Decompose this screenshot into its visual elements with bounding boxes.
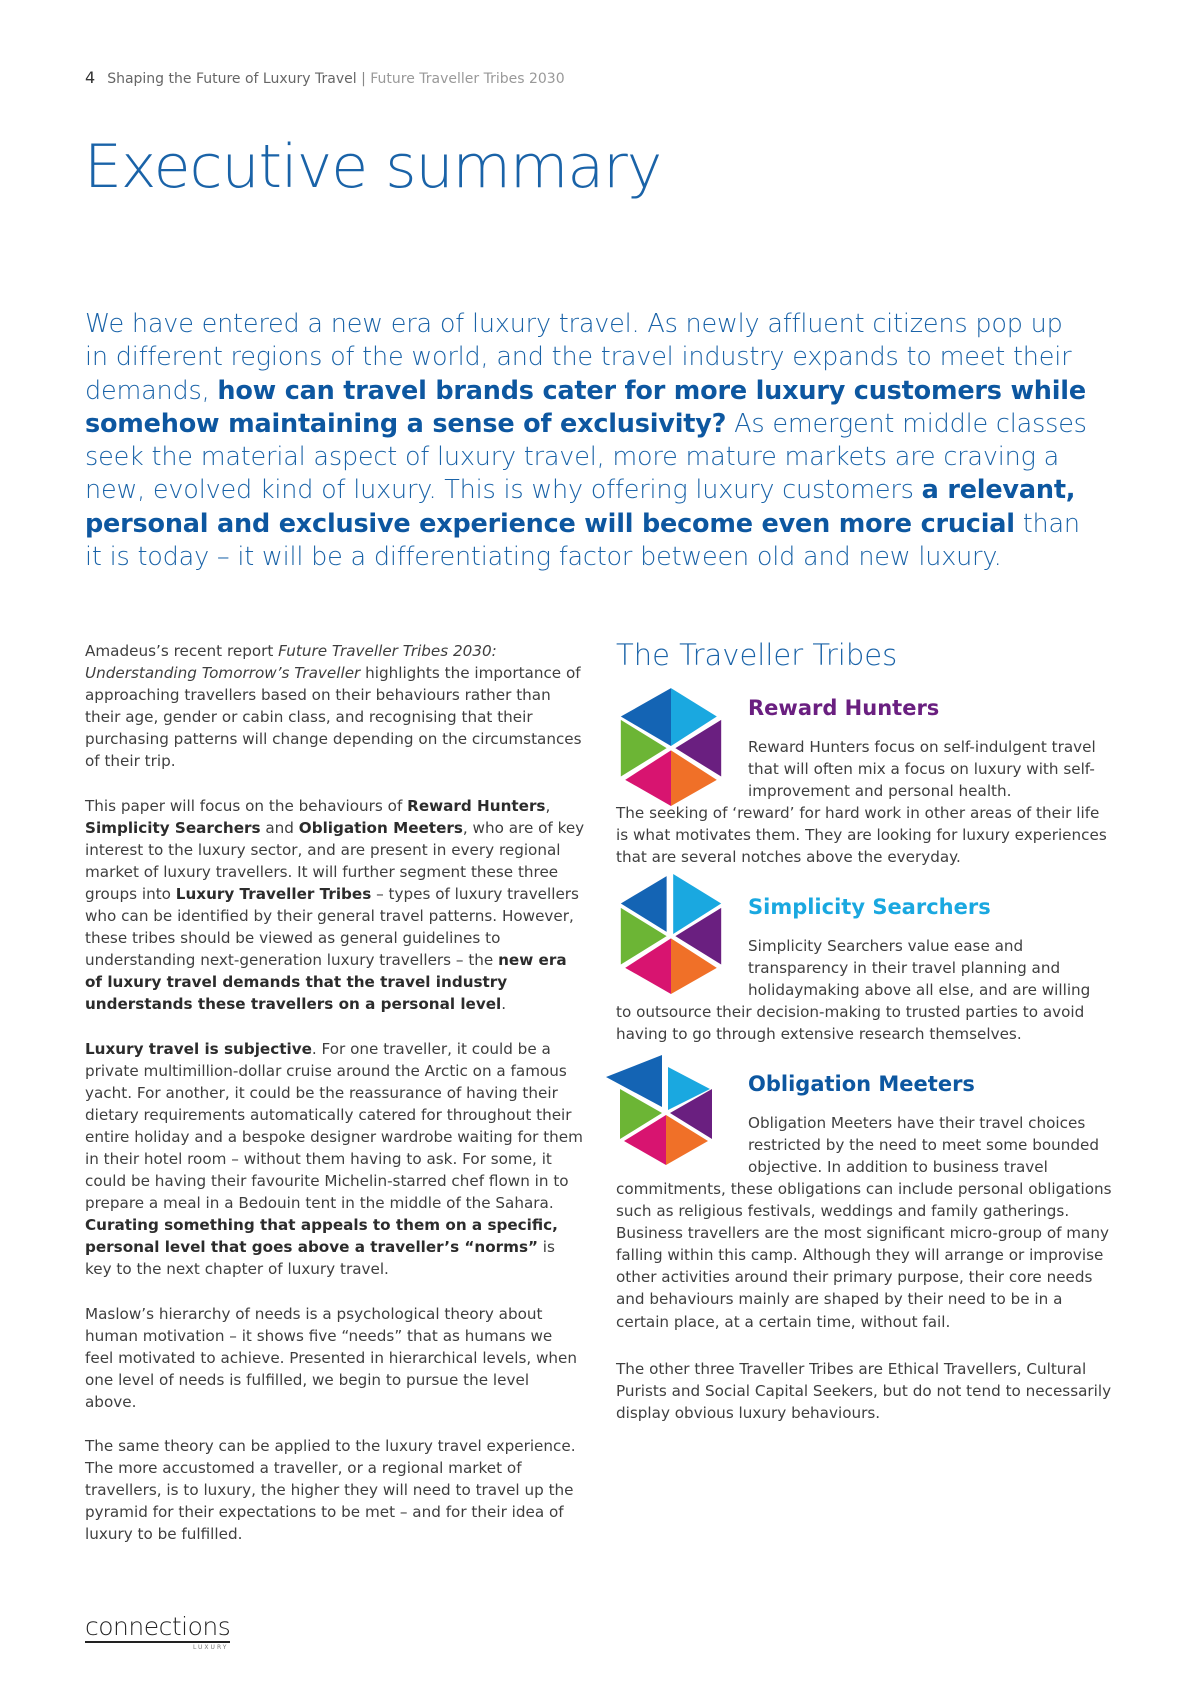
reward-hunters-text: Reward Hunters focus on self-indulgent travel that will often mix a focus on luxury with self-improvement and personal health. bbox=[748, 738, 1096, 801]
obligation-meeters-hex-icon bbox=[606, 1050, 716, 1170]
header-title: Shaping the Future of Luxury Travel bbox=[107, 71, 357, 87]
intro-text-2: As emergent middle classes seek the material aspect of luxury travel, more mature markets are craving a new, evolved kind of luxury. This is why offering luxury customers bbox=[85, 408, 1087, 506]
simplicity-searchers-hex-icon bbox=[616, 874, 726, 994]
running-header bbox=[85, 68, 565, 87]
bold-text: Reward Hunters bbox=[407, 796, 546, 815]
paragraph-report bbox=[85, 640, 585, 773]
page-number: 4 bbox=[85, 68, 96, 87]
connections-logo bbox=[85, 1612, 230, 1641]
paragraph-focus bbox=[85, 795, 585, 1016]
reward-hunters-hex-icon bbox=[616, 686, 726, 806]
logo-subtitle: LUXURY bbox=[193, 1644, 229, 1651]
intro-text-3: than it is today – it will be a differentiating factor between old and new luxury. bbox=[85, 508, 1080, 573]
intro-paragraph bbox=[85, 308, 1090, 574]
text: Amadeus’s recent report bbox=[85, 642, 279, 660]
text: highlights the importance of approaching travellers based on their behaviours rather than their age, gender or cabin class, and recognising that their purchasing patterns will change depending on the circumstances of their trip. bbox=[85, 664, 582, 771]
header-subtitle: Future Traveller Tribes 2030 bbox=[370, 71, 565, 87]
text: is key to the next chapter of luxury travel. bbox=[85, 1238, 555, 1279]
paragraph-maslow: Maslow’s hierarchy of needs is a psychological theory about human motivation – it shows five “needs” that as humans we feel motivated to achieve. Presented in hierarchical levels, when one level of needs is fulfilled, we begin to pursue the level above. bbox=[85, 1304, 578, 1411]
tribes-heading: The Traveller Tribes bbox=[616, 638, 898, 672]
bold-text: Obligation Meeters bbox=[298, 818, 463, 837]
reward-hunters-name: Reward Hunters bbox=[748, 696, 940, 720]
other-tribes-paragraph: The other three Traveller Tribes are Ethical Travellers, Cultural Purists and Social Capital Seekers, but do not tend to necessarily display obvious luxury behaviours. bbox=[616, 1360, 1112, 1423]
bold-text: Luxury travel is subjective bbox=[85, 1039, 312, 1058]
bold-text: Curating something that appeals to them on a specific, personal level that goes above a traveller’s “norms” bbox=[85, 1216, 558, 1257]
reward-hunters-text-cont: The seeking of ‘reward’ for hard work in other areas of their life is what motivates them. They are looking for luxury experiences that are several notches above the everyday. bbox=[616, 804, 1107, 867]
paragraph-subjective bbox=[85, 1038, 585, 1281]
text: , who are of key interest to the luxury sector, and are present in every regional market of luxury travellers. It will further segment these three groups into bbox=[85, 818, 585, 903]
text: This paper will focus on the behaviours of bbox=[85, 796, 408, 815]
intro-bold-1: how can travel brands cater for more luxury customers while somehow maintaining a sense of exclusivity? bbox=[85, 375, 1086, 439]
obligation-meeters-text-cont: commitments, these obligations can include personal obligations such as religious festivals, weddings and family gatherings. Business travellers are the most significant micro-group of many falling within this camp. Although they will arrange or improvise other activities around their primary purpose, their core needs and behaviours mainly are shaped by their need to be in a certain place, at a certain time, without fail. bbox=[616, 1180, 1112, 1331]
report-title: Future Traveller Tribes 2030: Understanding Tomorrow’s Traveller bbox=[85, 642, 497, 683]
intro-text-1: We have entered a new era of luxury travel. As newly affluent citizens pop up in different regions of the world, and the travel industry expands to meet their demands, bbox=[85, 309, 1072, 406]
simplicity-searchers-name: Simplicity Searchers bbox=[748, 895, 991, 919]
simplicity-searchers-text-cont: to outsource their decision-making to trusted parties to avoid having to go through extensive research themselves. bbox=[616, 1003, 1085, 1044]
obligation-meeters-name: Obligation Meeters bbox=[748, 1072, 975, 1096]
paragraph-pyramid: The same theory can be applied to the luxury travel experience. The more accustomed a traveller, or a regional market of travellers, is to luxury, the higher they will need to travel up the pyramid for their expectations to be met – and for their idea of luxury to be fulfilled. bbox=[85, 1437, 576, 1544]
intro-bold-2: a relevant, personal and exclusive experience will become even more crucial bbox=[85, 475, 1076, 539]
page-title: Executive summary bbox=[84, 132, 662, 202]
bold-text: Simplicity Searchers bbox=[85, 818, 261, 837]
text: and bbox=[260, 818, 299, 837]
obligation-meeters-text: Obligation Meeters have their travel choices restricted by the need to meet some bounded objective. In addition to business travel bbox=[748, 1114, 1100, 1177]
text: – types of luxury travellers who can be identified by their general travel patterns. However, these tribes should be viewed as general guidelines to understanding next-generation luxury travellers – the bbox=[85, 884, 579, 970]
text: . bbox=[501, 995, 507, 1014]
simplicity-searchers-text: Simplicity Searchers value ease and transparency in their travel planning and holidaymaking above all else, and are willing bbox=[748, 937, 1091, 1000]
text: , bbox=[545, 796, 551, 815]
header-separator: | bbox=[361, 71, 366, 87]
bold-text: Luxury Traveller Tribes bbox=[175, 884, 372, 903]
text: . For one traveller, it could be a private multimillion-dollar cruise around the Arctic on a famous yacht. For another, it could be the reassurance of having their dietary requirements automatically catered for throughout their entire holiday and a bespoke designer wardrobe waiting for them in their hotel room – without them having to ask. For some, it could be having their favourite Michelin-starred chef flown in to prepare a meal in a Bedouin tent in the middle of the Sahara. bbox=[85, 1039, 583, 1213]
left-column bbox=[85, 640, 585, 1567]
bold-text: new era of luxury travel demands that the travel industry understands these travellers on a personal level bbox=[85, 951, 567, 1014]
logo-text: connections bbox=[85, 1612, 231, 1641]
